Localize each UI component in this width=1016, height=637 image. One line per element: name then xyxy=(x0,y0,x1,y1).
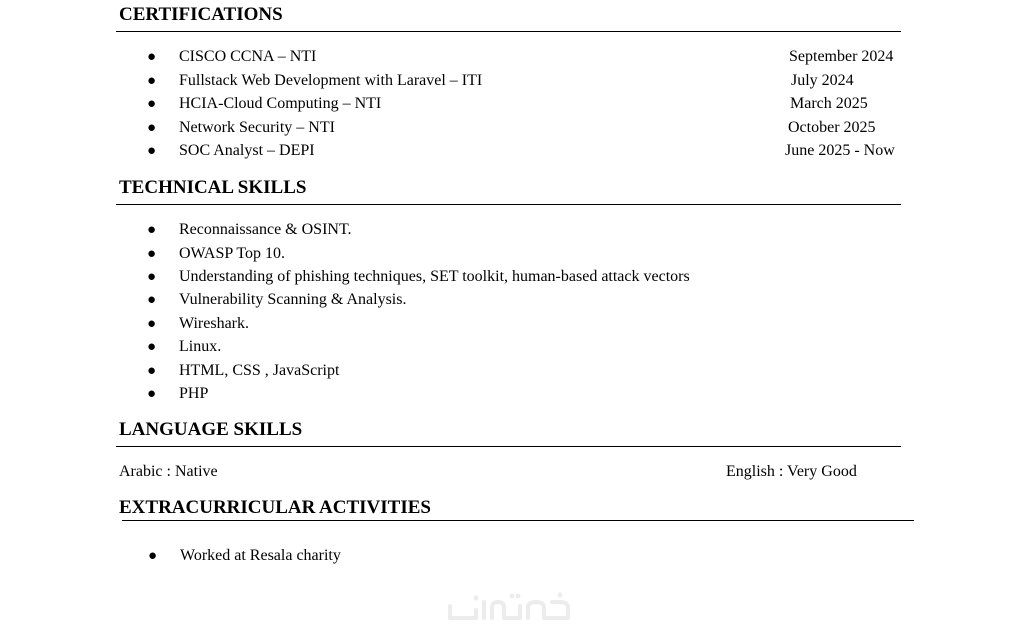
certification-name: Network Security – NTI xyxy=(179,119,335,136)
skill-text: Vulnerability Scanning & Analysis. xyxy=(179,291,407,308)
extracurricular-divider xyxy=(122,520,914,521)
bullet-icon: ● xyxy=(147,73,157,89)
skill-item xyxy=(0,220,1016,240)
certification-item xyxy=(0,47,1016,67)
skill-item xyxy=(0,244,1016,264)
skill-text: HTML, CSS , JavaScript xyxy=(179,362,340,379)
skill-text: Understanding of phishing techniques, SET toolkit, human-based attack vectors xyxy=(179,268,690,285)
language-english: English : Very Good xyxy=(726,463,857,480)
skill-item xyxy=(0,361,1016,381)
certification-item xyxy=(0,71,1016,91)
bullet-icon: ● xyxy=(147,363,157,379)
bullet-icon: ● xyxy=(147,96,157,112)
language-arabic: Arabic : Native xyxy=(119,463,218,480)
skill-item xyxy=(0,290,1016,310)
activity-item xyxy=(0,546,1016,566)
certification-name: SOC Analyst – DEPI xyxy=(179,142,315,159)
language-skills-divider xyxy=(116,446,901,447)
certification-name: Fullstack Web Development with Laravel – ITI xyxy=(179,72,483,89)
skill-text: PHP xyxy=(179,385,209,402)
bullet-icon: ● xyxy=(147,222,157,238)
khamsat-logo-icon xyxy=(446,590,572,630)
technical-skills-divider xyxy=(116,204,901,205)
extracurricular-heading: EXTRACURRICULAR ACTIVITIES xyxy=(119,497,431,518)
bullet-icon: ● xyxy=(147,386,157,402)
bullet-icon: ● xyxy=(148,548,158,564)
skill-item xyxy=(0,314,1016,334)
certification-date: July 2024 xyxy=(791,72,854,89)
certifications-heading: CERTIFICATIONS xyxy=(119,4,283,25)
bullet-icon: ● xyxy=(147,316,157,332)
certification-date: September 2024 xyxy=(789,48,894,65)
certifications-divider xyxy=(116,31,901,32)
certification-date: June 2025 - Now xyxy=(785,142,895,159)
skill-item xyxy=(0,337,1016,357)
bullet-icon: ● xyxy=(147,246,157,262)
bullet-icon: ● xyxy=(147,269,157,285)
activity-text: Worked at Resala charity xyxy=(180,547,341,564)
bullet-icon: ● xyxy=(147,339,157,355)
skill-text: OWASP Top 10. xyxy=(179,245,286,262)
bullet-icon: ● xyxy=(147,143,157,159)
certification-date: October 2025 xyxy=(788,119,876,136)
skill-text: Reconnaissance & OSINT. xyxy=(179,221,352,238)
skill-text: Linux. xyxy=(179,338,222,355)
certification-name: HCIA-Cloud Computing – NTI xyxy=(179,95,382,112)
skill-item xyxy=(0,384,1016,404)
certification-item xyxy=(0,118,1016,138)
certification-item xyxy=(0,94,1016,114)
bullet-icon: ● xyxy=(147,292,157,308)
technical-skills-heading: TECHNICAL SKILLS xyxy=(119,177,307,198)
certification-name: CISCO CCNA – NTI xyxy=(179,48,317,65)
skill-item xyxy=(0,267,1016,287)
certification-date: March 2025 xyxy=(790,95,868,112)
bullet-icon: ● xyxy=(147,49,157,65)
skill-text: Wireshark. xyxy=(179,315,249,332)
language-skills-heading: LANGUAGE SKILLS xyxy=(119,419,303,440)
bullet-icon: ● xyxy=(147,120,157,136)
certification-item xyxy=(0,141,1016,161)
